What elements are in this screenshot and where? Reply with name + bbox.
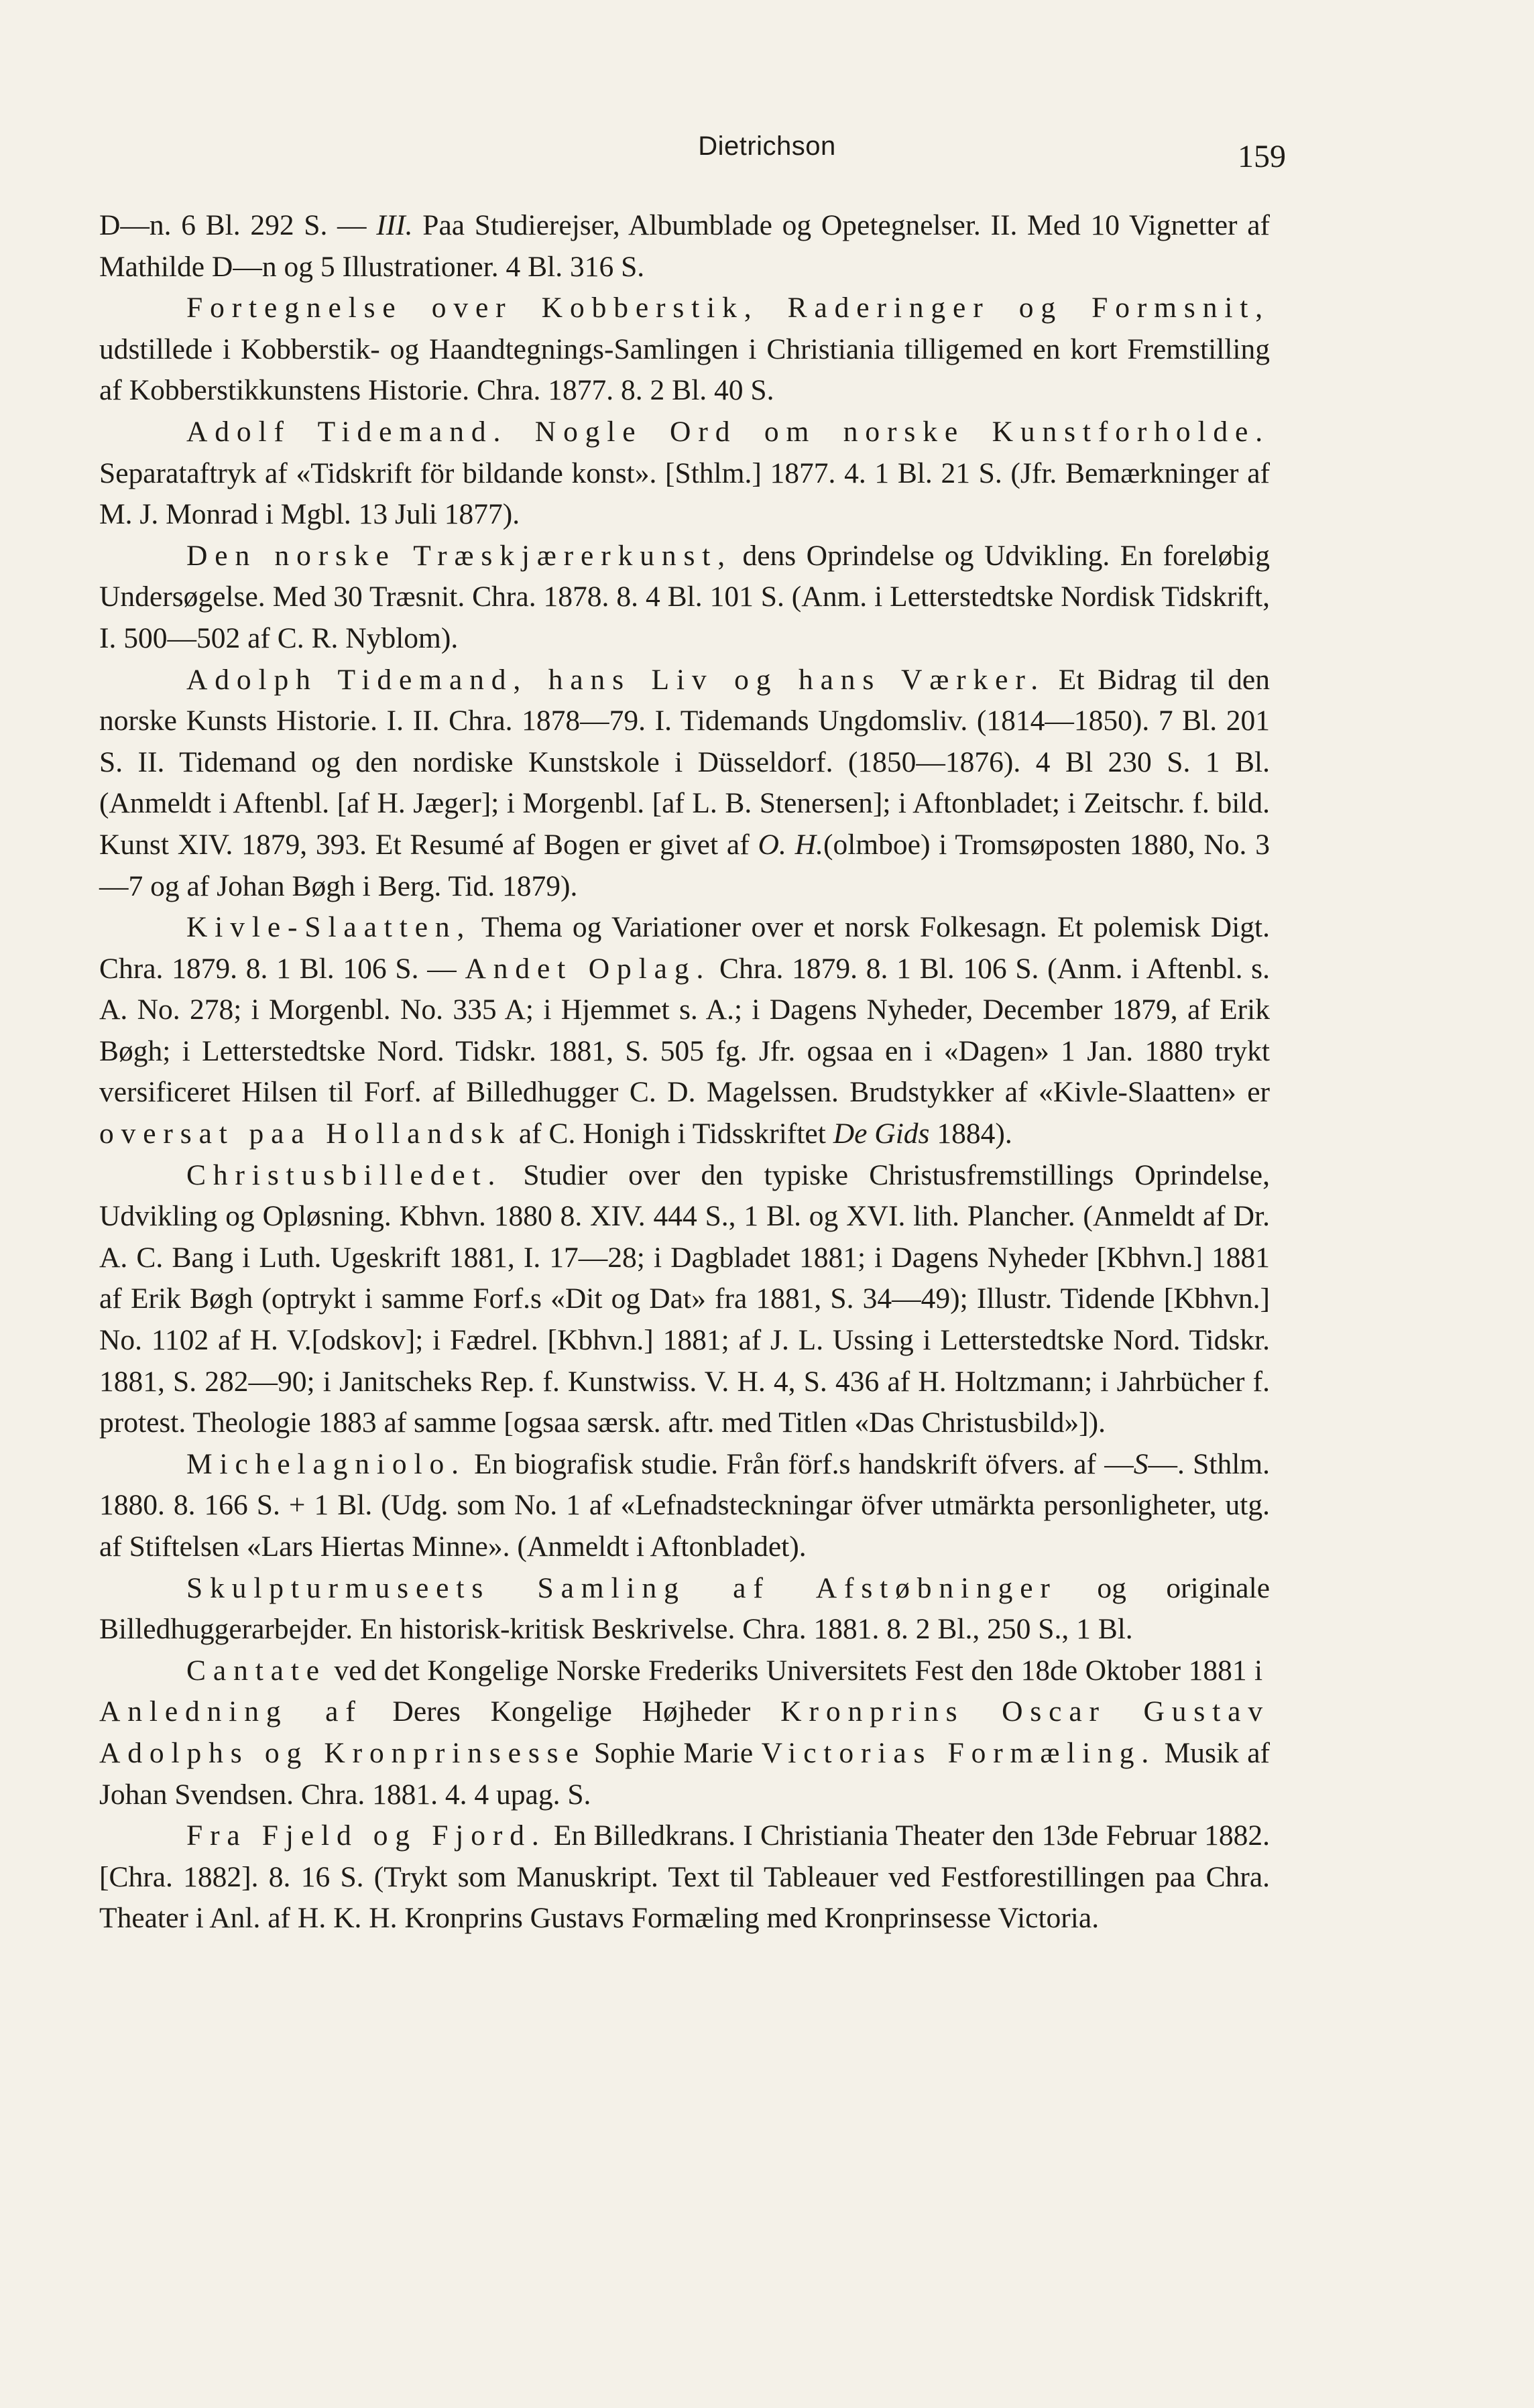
spaced-title: Adolf Tidemand. Nogle Ord om norske Kunstforholde. — [186, 415, 1270, 448]
entry-text: og originale Billedhuggerarbejder. En historisk-kritisk Beskrivelse. Chra. 1881. 8. 2 Bl., 250 S., 1 Bl. — [99, 1571, 1271, 1646]
bibliography-text — [99, 205, 1270, 1939]
spaced-title: Cantate — [186, 1654, 327, 1687]
entry-traeskjaererkunst — [99, 536, 1270, 660]
spaced-title: Den norske Træskjærerkunst, — [186, 539, 732, 572]
entry-text: En biografisk studie. Från förf.s handskrift öfvers. af — — [465, 1447, 1134, 1480]
entry-text: En Billedkrans. I Christiania Theater den 13de Februar 1882. [Chra. 1882]. 8. 16 S. (Trykt som Manuskript. Text til Tableauer ved Festforestillingen paa Chra. Theater i Anl. af H. K. H. Kronprins Gustavs Formæling med Kronprinsesse Victoria. — [99, 1819, 1271, 1935]
entry-text: D—n. 6 Bl. 292 S. — — [99, 209, 377, 241]
entry-kivle-slaatten — [99, 907, 1270, 1155]
entry-text: (olmboe) i Tromsøposten 1880, No. 3—7 og af Johan Bøgh i Berg. Tid. 1879). — [99, 828, 1270, 902]
entry-text: Sophie Marie — [585, 1736, 762, 1769]
entry-text: Deres Kongelige Højheder — [362, 1695, 781, 1728]
spaced-title: Kronprins Oscar Gustav Adolphs og Kronprinsesse — [99, 1695, 1270, 1769]
spaced-title: Fra Fjeld og Fjord. — [186, 1819, 546, 1852]
running-title: Dietrichson — [698, 131, 836, 161]
entry-fortegnelse — [99, 288, 1270, 412]
entry-intro — [99, 205, 1270, 288]
spaced-title: Andet Oplag. — [465, 952, 711, 985]
entry-adolph-tidemand-liv — [99, 660, 1270, 908]
page-number: 159 — [1238, 139, 1286, 174]
entry-text: udstillede i Kobberstik- og Haandtegnings-Samlingen i Christiania tilligemed en kort Fremstilling af Kobberstikkunstens Historie. Chra. 1877. 8. 2 Bl. 40 S. — [99, 333, 1270, 407]
spaced-title: i Anledning af — [99, 1654, 1270, 1728]
spaced-title: Skulpturmuseets Samling af Afstøbninger — [186, 1571, 1057, 1604]
entry-fra-fjeld — [99, 1815, 1270, 1939]
entry-text: —. Sthlm. 1880. 8. 166 S. + 1 Bl. (Udg. som No. 1 af «Lefnadsteckningar öfver utmärkta personligheter, utg. af Stiftelsen «Lars Hiertas Minne». (Anmeldt i Aftonbladet). — [99, 1447, 1271, 1563]
entry-text: Musik af Johan Svendsen. Chra. 1881. 4. 4 upag. S. — [99, 1736, 1270, 1811]
spaced-title: oversat paa Hollandsk — [99, 1118, 512, 1150]
entry-text: 1884). — [929, 1118, 1012, 1150]
italic-text: O. H. — [758, 828, 823, 861]
entry-adolf-tidemand — [99, 412, 1270, 536]
entry-text: Paa Studierejser, Albumblade og Opetegnelser. II. Med 10 Vignetter af Mathilde D—n og 5 Illustrationer. 4 Bl. 316 S. — [99, 209, 1270, 283]
entry-text: dens Oprindelse og Udvikling. En foreløbig Undersøgelse. Med 30 Træsnit. Chra. 1878. 8. 4 Bl. 101 S. (Anm. i Letterstedtske Nordisk Tidskrift, I. 500—502 af C. R. Nyblom). — [99, 539, 1271, 654]
entry-text: Separataftryk af «Tidskrift för bildande konst». [Sthlm.] 1877. 4. 1 Bl. 21 S. (Jfr. Bemærkninger af M. J. Monrad i Mgbl. 13 Juli 1877). — [99, 457, 1270, 531]
spaced-title: Michelagniolo. — [186, 1447, 466, 1480]
spaced-title: Christusbilledet. — [186, 1158, 503, 1191]
spaced-title: Victorias Formæling. — [761, 1736, 1157, 1769]
entry-text: Et Bidrag til den norske Kunsts Historie. I. II. Chra. 1878—79. I. Tidemands Ungdomsliv. (1814—1850). 7 Bl. 201 S. II. Tidemand og den nordiske Kunstskole i Düsseldorf. (1850—1876). 4 Bl 230 S. 1 Bl. (Anmeldt i Aftenbl. [af H. Jæger]; i Morgenbl. [af L. B. Stenersen]; i Aftonbladet; i Zeitschr. f. bild. Kunst XIV. 1879, 393. Et Resumé af Bogen er givet af — [99, 663, 1270, 861]
entry-text: Thema og Variationer over et norsk Folkesagn. Et polemisk Digt. Chra. 1879. 8. 1 Bl. 106 S. — — [99, 911, 1270, 985]
entry-text: ved det Kongelige Norske Frederiks Universitets Fest den 18de Oktober 1881 — [326, 1654, 1255, 1687]
spaced-title: Fortegnelse over Kobberstik, Raderinger og Formsnit, — [186, 292, 1270, 324]
italic-text: S — [1133, 1447, 1148, 1480]
italic-text: De Gids — [833, 1118, 930, 1150]
entry-text: Studier over den typiske Christusfremstillings Oprindelse, Udvikling og Opløsning. Kbhvn. 1880 8. XIV. 444 S., 1 Bl. og XVI. lith. Plancher. (Anmeldt af Dr. A. C. Bang i Luth. Ugeskrift 1881, I. 17—28; i Dagbladet 1881; i Dagens Nyheder [Kbhvn.] 1881 af Erik Bøgh (optrykt i samme Forf.s «Dit og Dat» fra 1881, S. 34—49); Illustr. Tidende [Kbhvn.] No. 1102 af H. V.[odskov]; i Fædrel. [Kbhvn.] 1881; af J. L. Ussing i Letterstedtske Nord. Tidskr. 1881, S. 282—90; i Janitscheks Rep. f. Kunstwiss. V. H. 4, S. 436 af H. Holtzmann; i Jahrbücher f. protest. Theologie 1883 af samme [ogsaa særsk. aftr. med Titlen «Das Christusbild»]). — [99, 1158, 1270, 1439]
entry-skulpturmuseets — [99, 1568, 1270, 1650]
entry-cantate — [99, 1650, 1270, 1815]
entry-text: Chra. 1879. 8. 1 Bl. 106 S. (Anm. i Aftenbl. s. A. No. 278; i Morgenbl. No. 335 A; i Hjemmet s. A.; i Dagens Nyheder, December 1879, af Erik Bøgh; i Letterstedtske Nord. Tidskr. 1881, S. 505 fg. Jfr. ogsaa en i «Dagen» 1 Jan. 1880 trykt versificeret Hilsen til Forf. af Billedhugger C. D. Magelssen. Brudstykker af «Kivle-Slaatten» er — [99, 952, 1270, 1109]
entry-text: af C. Honigh i Tidsskriftet — [511, 1118, 833, 1150]
spaced-title: Kivle-Slaatten, — [186, 911, 472, 944]
italic-text: III. — [376, 209, 413, 241]
entry-michelagniolo — [99, 1444, 1270, 1568]
spaced-title: Adolph Tidemand, hans Liv og hans Værker. — [186, 663, 1046, 696]
entry-christusbilledet — [99, 1155, 1270, 1444]
